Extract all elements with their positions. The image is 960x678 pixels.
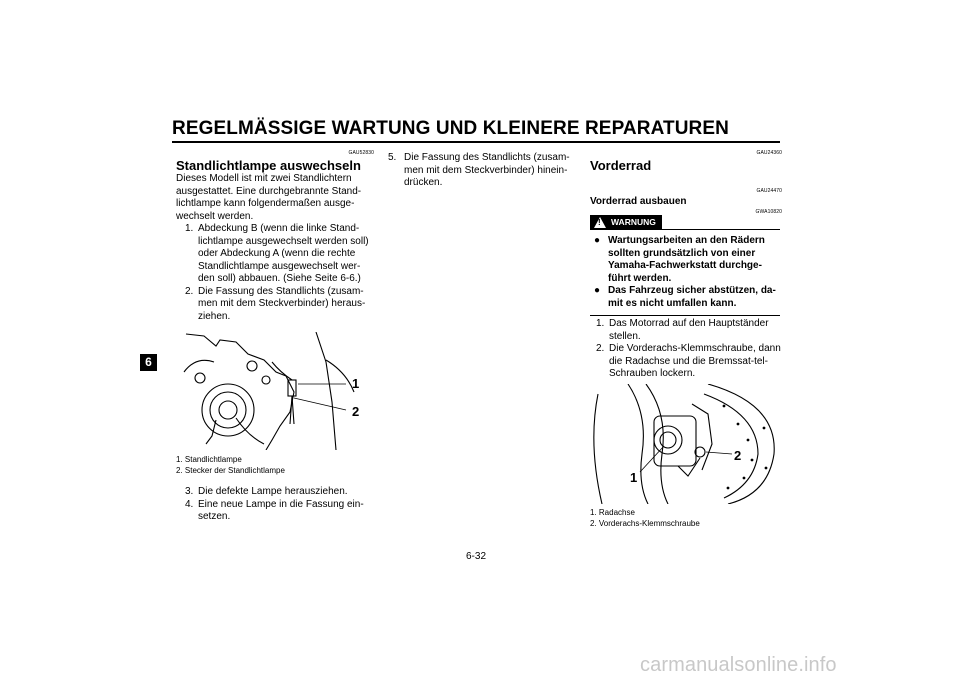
subsection-code: GAU24470 <box>756 188 782 194</box>
warning-triangle-icon: ! <box>594 217 606 228</box>
warning-header <box>590 214 780 230</box>
warning-code: GWA10820 <box>755 209 782 215</box>
step-item <box>176 486 374 499</box>
step-item <box>590 343 782 381</box>
step-item <box>176 223 374 286</box>
step-item <box>590 318 782 343</box>
caption-item: 1. Radachse <box>590 508 635 517</box>
step-text: Abdeckung B (wenn die linke Stand-lichtlampe ausgewechselt werden soll) oder Abdeckung A (wenn die rechte Standlichtlampe ausgewechselt wer-den soll) abbauen. (Siehe Seite 6-6.) <box>198 223 369 284</box>
warning-item <box>590 285 780 310</box>
warning-rule-top <box>662 229 780 230</box>
header-rule <box>172 141 780 143</box>
step-number: 5. <box>388 152 397 163</box>
caption-item: 2. Vorderachs-Klemmschraube <box>590 519 700 528</box>
column-position-light <box>176 150 374 323</box>
section-code: GAU52830 <box>348 150 374 156</box>
warning-label-text: WARNUNG <box>611 217 656 227</box>
step-text: Eine neue Lampe in die Fassung ein-setzen. <box>198 498 364 522</box>
figure-caption-list <box>590 507 782 529</box>
step-number: 2. <box>596 343 605 354</box>
step-text: Die Vorderachs-Klemmschraube, dann die Radachse und die Bremssat-tel-Schrauben lockern. <box>609 343 781 379</box>
step-item <box>388 152 578 190</box>
column-front-wheel <box>590 150 782 216</box>
step-list <box>590 318 782 381</box>
callout-1: 1 <box>352 376 360 391</box>
step-item <box>176 499 374 524</box>
step-item <box>176 286 374 324</box>
step-text: Das Motorrad auf den Hauptständer stellen. <box>609 318 769 342</box>
warning-item <box>590 235 780 285</box>
warning-label <box>590 215 662 230</box>
warning-rule-bottom <box>590 315 780 316</box>
caption-item: 2. Stecker der Standlichtlampe <box>176 466 285 475</box>
page-header-title: REGELMÄSSIGE WARTUNG UND KLEINERE REPARATUREN <box>172 118 729 139</box>
callout-1: 1 <box>630 470 638 485</box>
subsection-heading: Vorderrad ausbauen <box>590 196 687 207</box>
figure-caption-list <box>176 454 374 476</box>
bullet-icon: ● <box>594 285 601 296</box>
step-number: 2. <box>185 285 194 297</box>
step-text: Die Fassung des Standlichts (zusam-men mit dem Steckverbinder) hinein-drücken. <box>404 152 570 188</box>
position-light-illustration <box>176 332 370 450</box>
callout-2: 2 <box>352 404 360 419</box>
warning-text: Das Fahrzeug sicher abstützen, da-mit es nicht umfallen kann. <box>608 285 776 309</box>
chapter-tab: 6 <box>140 354 157 371</box>
step-number: 1. <box>596 318 605 329</box>
step-list <box>176 223 374 323</box>
warning-box <box>590 214 780 316</box>
section-heading: Standlichtlampe auswechseln <box>176 158 361 173</box>
step-number: 3. <box>185 486 194 497</box>
front-axle-illustration <box>588 384 780 504</box>
warning-text: Wartungsarbeiten an den Rädern sollten grundsätzlich von einer Yamaha-Fachwerkstatt durchge-führt werden. <box>608 235 765 284</box>
callout-2: 2 <box>734 448 742 463</box>
intro-text: Dieses Modell ist mit zwei Standlichtern ausgestattet. Eine durchgebrannte Stand-lichtlampe kann folgendermaßen ausge-wechselt werden. <box>176 173 362 222</box>
step-text: Die defekte Lampe herausziehen. <box>198 486 348 497</box>
section-heading: Vorderrad <box>590 158 652 173</box>
section-code: GAU24360 <box>756 150 782 156</box>
step-list-continued <box>176 486 374 524</box>
bullet-icon: ● <box>594 235 601 246</box>
caption-item: 1. Standlichtlampe <box>176 455 242 464</box>
page-number: 6-32 <box>466 551 487 562</box>
step-number: 4. <box>185 498 194 510</box>
warning-list <box>590 235 780 310</box>
step-text: Die Fassung des Standlichts (zusam-men mit dem Steckverbinder) heraus-ziehen. <box>198 285 366 322</box>
watermark: carmanualsonline.info <box>640 654 837 676</box>
figure-front-axle <box>588 384 780 504</box>
column-continuation <box>388 152 578 190</box>
step-number: 1. <box>185 223 194 234</box>
figure-position-light <box>176 332 370 450</box>
